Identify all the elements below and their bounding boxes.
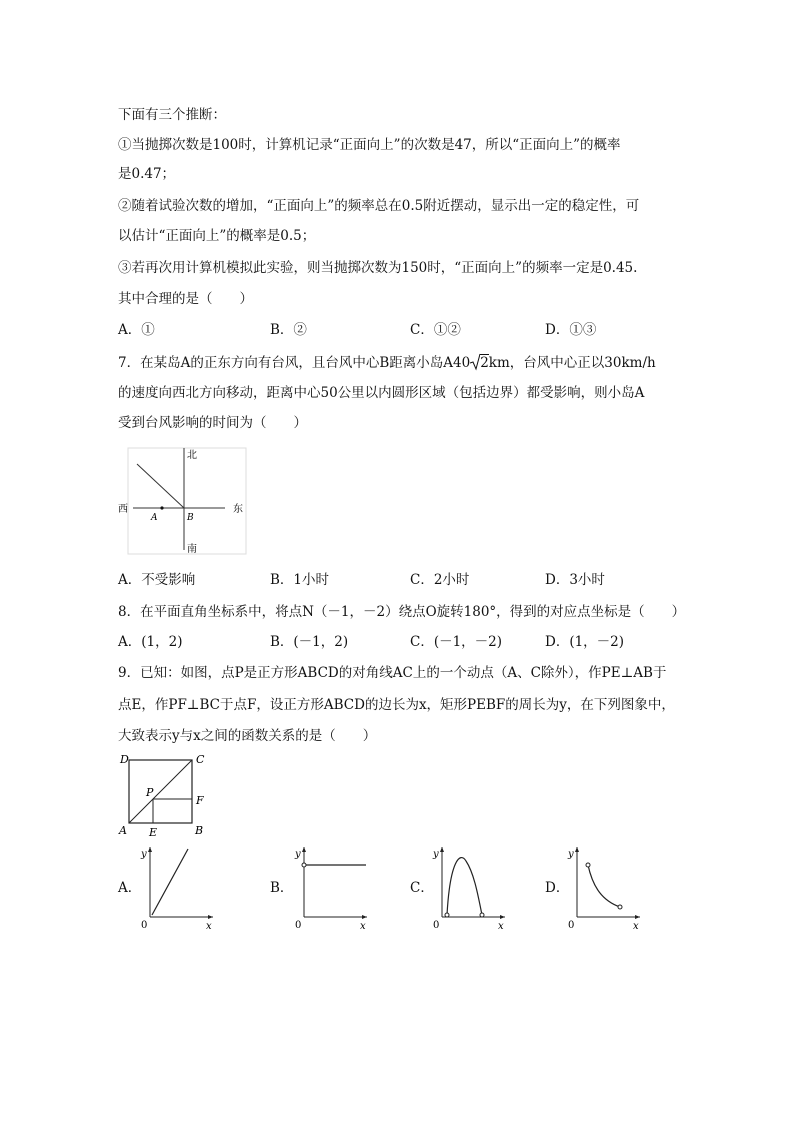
q9-graph-option-b-label[interactable]: B． (270, 880, 294, 896)
linear-curve (152, 849, 188, 915)
open-point-start (586, 863, 590, 867)
x-label: x (633, 921, 639, 931)
q6-option-a[interactable]: A．① (118, 322, 155, 338)
q9-graph-a[interactable] (138, 843, 218, 931)
q9-line-2: 点E，作PF⊥BC于点F，设正方形ABCD的边长为x，矩形PEBF的周长为y，在下列图象中， (118, 697, 675, 713)
q7-line-2: 的速度向西北方向移动，距离中心50公里以内圆形区域（包括边界）都受影响，则小岛A (118, 385, 645, 401)
label-west: 西 (118, 504, 128, 515)
origin-label: 0 (433, 920, 440, 931)
q9-graph-c[interactable] (430, 843, 510, 931)
q7-line-1-text: 7．在某岛A的正东方向有台风，且台风中心B距离小岛A (118, 355, 454, 371)
y-label: y (568, 849, 574, 860)
decreasing-curve (588, 865, 620, 907)
x-arrow-icon (635, 915, 640, 919)
x-arrow-icon (362, 915, 367, 919)
open-point-end (480, 913, 484, 917)
y-arrow-icon (575, 847, 579, 852)
claim-1-line-2: 是0.47； (118, 166, 176, 182)
q7-compass-figure (115, 442, 255, 562)
claim-2-line-2: 以估计“正面向上”的概率是0.5； (118, 228, 316, 244)
q6-option-c[interactable]: C．①② (410, 322, 461, 338)
x-label: x (498, 921, 504, 931)
q7-line-3: 受到台风影响的时间为（ ） (118, 415, 307, 431)
origin-label: 0 (568, 920, 575, 931)
q9-graph-option-a-label[interactable]: A． (118, 880, 142, 896)
label-f: F (196, 794, 204, 807)
q9-square-figure (115, 750, 215, 838)
y-label: y (295, 849, 301, 860)
q6-option-d[interactable]: D．①③ (545, 322, 597, 338)
y-label: y (433, 849, 439, 860)
sqrt-symbol (470, 353, 489, 373)
label-d: D (120, 753, 129, 766)
intro-line: 下面有三个推断： (118, 107, 226, 123)
open-point-start (445, 913, 449, 917)
diagonal-ac (129, 760, 192, 823)
q9-graph-d[interactable] (565, 843, 645, 931)
q7-option-c[interactable]: C．2小时 (410, 572, 470, 588)
q8-option-d[interactable]: D．(1，－2) (545, 634, 625, 650)
x-arrow-icon (500, 915, 505, 919)
q8-option-c[interactable]: C．(－1，－2) (410, 634, 503, 650)
typhoon-path (137, 464, 184, 508)
figure-frame (128, 448, 246, 554)
q8-option-b[interactable]: B．(－1，2) (270, 634, 349, 650)
q9-graph-b[interactable] (292, 843, 372, 931)
claim-2-line-1: ②随着试验次数的增加，“正面向上”的频率总在0.5附近摆动，显示出一定的稳定性，可 (118, 198, 640, 214)
q7-distance-number: 40 (453, 355, 471, 371)
y-arrow-icon (440, 847, 444, 852)
origin-label: 0 (295, 920, 302, 931)
q9-graph-option-c-label[interactable]: C． (410, 880, 434, 896)
label-b: B (195, 824, 204, 837)
q9-graph-option-d-label[interactable]: D． (545, 880, 570, 896)
q6-prompt: 其中合理的是（ ） (118, 291, 253, 307)
open-point-end (618, 905, 622, 909)
y-label: y (141, 849, 147, 860)
parabola-curve (447, 858, 482, 915)
label-p: P (146, 786, 154, 799)
q7-line-1-rest: km，台风中心正以30km/h (488, 355, 656, 371)
y-arrow-icon (302, 847, 306, 852)
label-a: A (151, 513, 158, 523)
point-a-dot (160, 506, 163, 509)
q7-option-a[interactable]: A．不受影响 (118, 572, 196, 588)
x-arrow-icon (208, 915, 213, 919)
q8-line: 8．在平面直角坐标系中，将点N（－1，－2）绕点O旋转180°，得到的对应点坐标是（ ） (118, 604, 686, 620)
label-south: 南 (187, 544, 197, 555)
q7-option-b[interactable]: B．1小时 (270, 572, 330, 588)
label-c: C (196, 753, 205, 766)
q7-option-d[interactable]: D．3小时 (545, 572, 605, 588)
label-a: A (119, 824, 127, 837)
q9-line-3: 大致表示y与x之间的函数关系的是（ ） (118, 728, 377, 744)
claim-1-line-1: ①当抛掷次数是100时，计算机记录“正面向上”的次数是47，所以“正面向上”的概率 (118, 137, 621, 153)
q6-option-b[interactable]: B．② (270, 322, 307, 338)
origin-label: 0 (141, 920, 148, 931)
label-east: 东 (233, 504, 243, 515)
open-point (302, 863, 306, 867)
q8-option-a[interactable]: A．(1，2) (118, 634, 183, 650)
label-north: 北 (187, 450, 197, 461)
x-label: x (206, 921, 212, 931)
q7-radicand: 2 (480, 355, 489, 371)
claim-3-line: ③若再次用计算机模拟此实验，则当抛掷次数为150时，“正面向上”的频率一定是0.45. (118, 260, 638, 276)
label-e: E (149, 826, 158, 838)
label-b: B (187, 513, 194, 523)
x-label: x (360, 921, 366, 931)
y-arrow-icon (148, 847, 152, 852)
q7-line-1 (118, 353, 656, 373)
q9-line-1: 9．已知：如图，点P是正方形ABCD的对角线AC上的一个动点（A、C除外），作PE⊥AB于 (118, 665, 667, 681)
radical-sign-icon (470, 353, 480, 371)
